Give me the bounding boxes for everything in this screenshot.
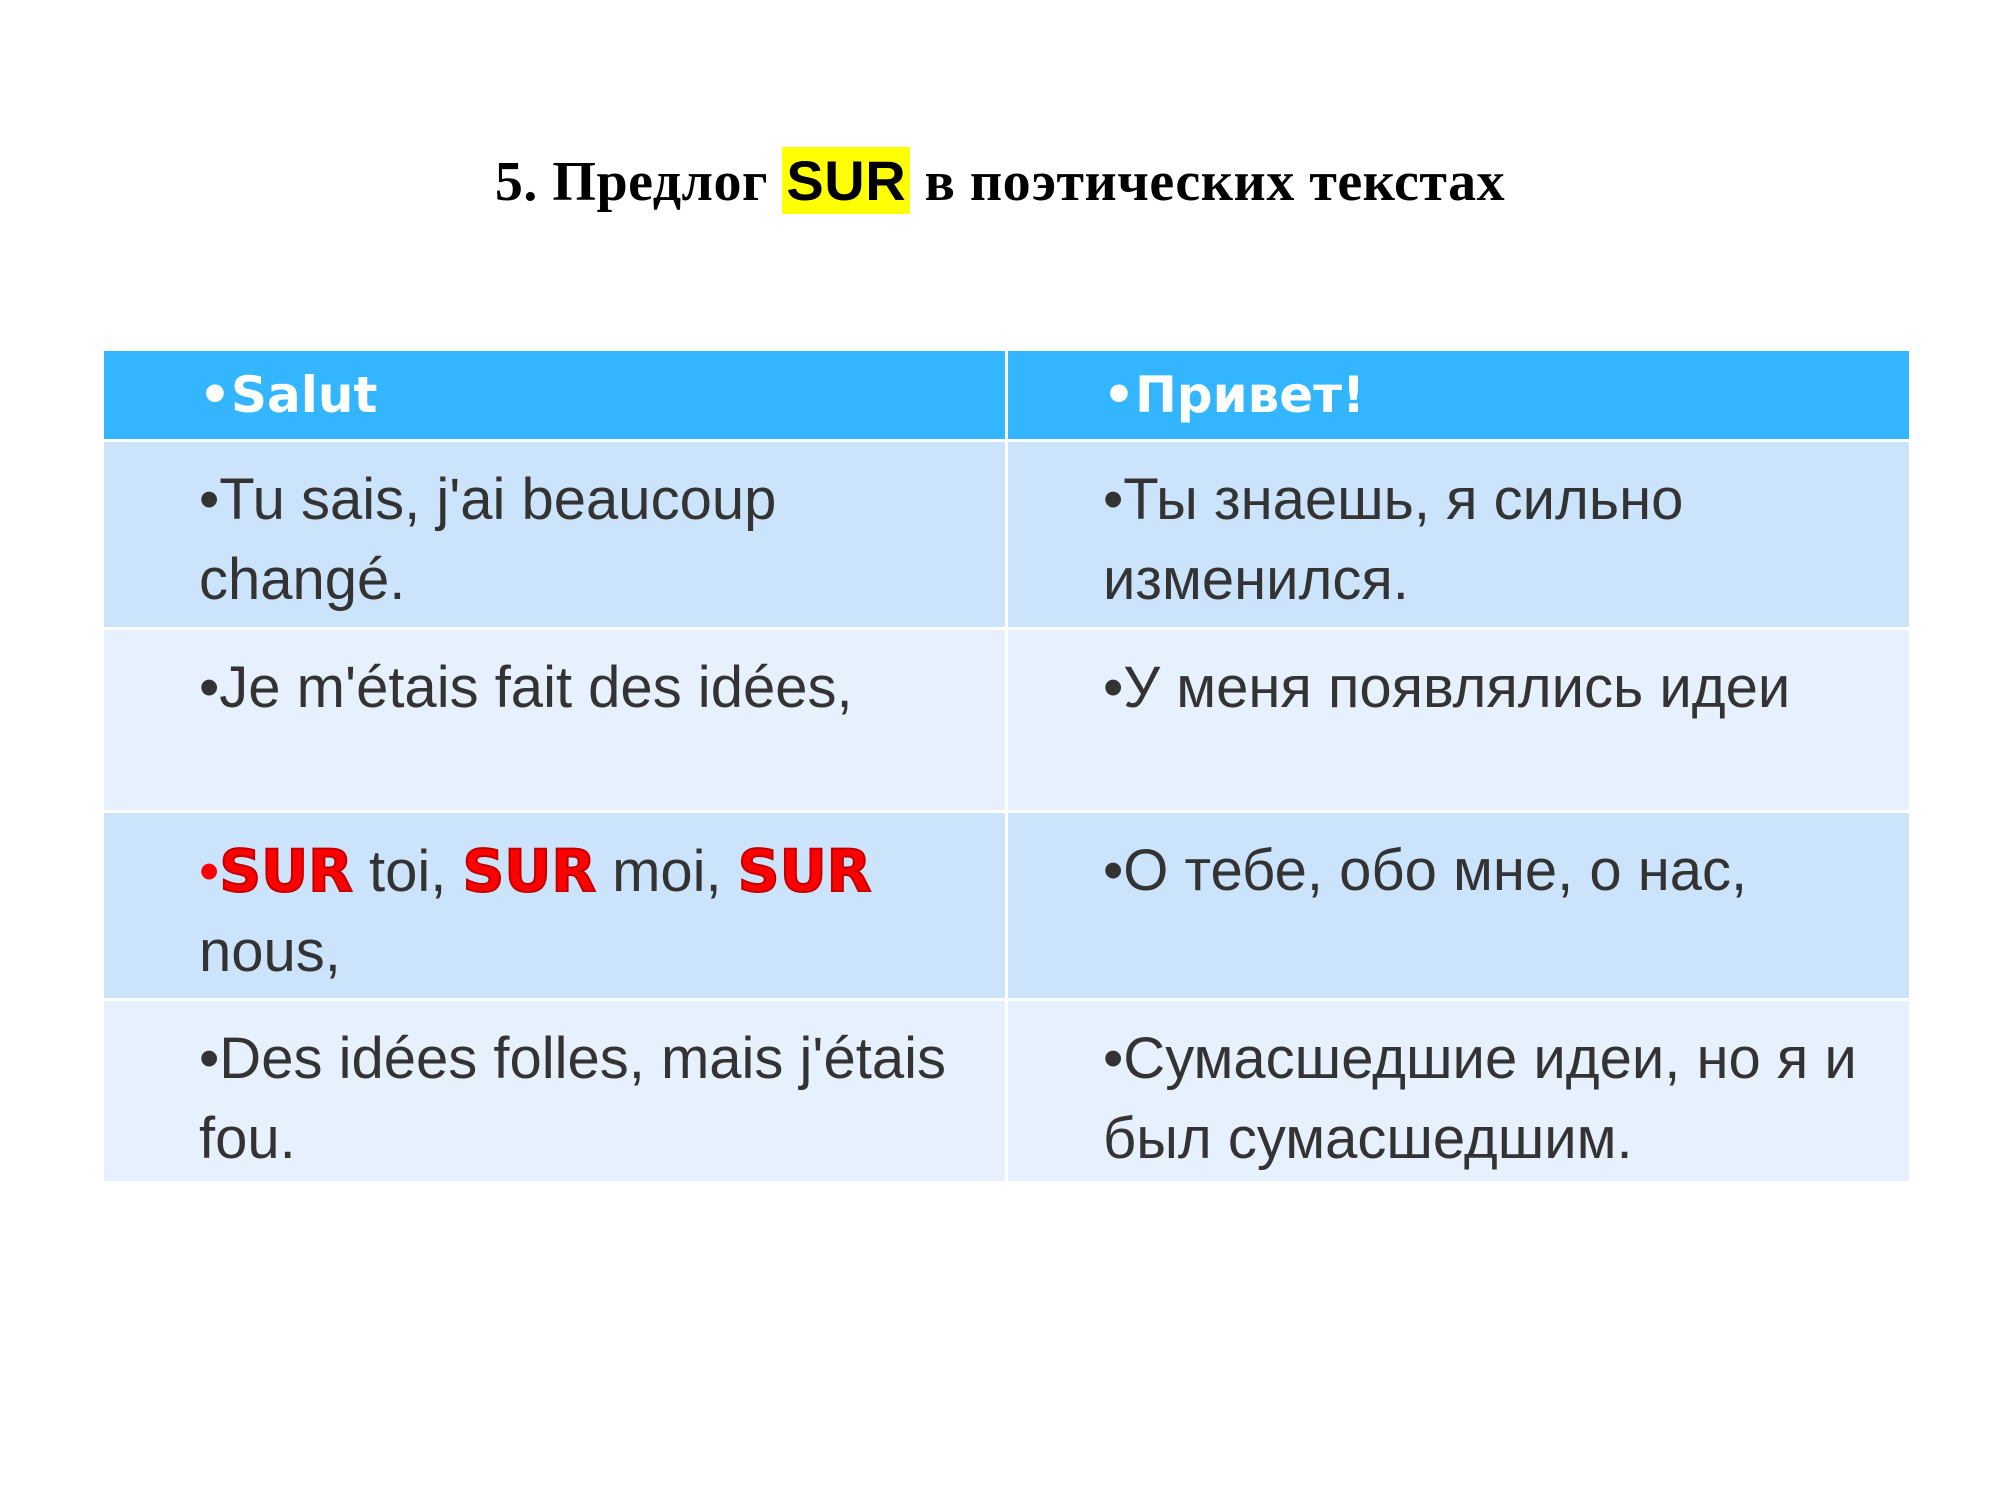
sur-word: SUR: [737, 837, 872, 905]
translation-table: [101, 348, 1912, 1184]
cell-french: [103, 812, 1007, 1000]
header-french-label: •Salut: [199, 366, 378, 424]
russian-line: •Сумасшедшие идеи, но я и был сумасшедшим.: [1103, 1026, 1857, 1171]
header-russian-label: •Привет!: [1103, 366, 1365, 424]
table-row: [103, 1000, 1911, 1183]
french-line: •Je m'étais fait des idées,: [199, 655, 853, 720]
page-title: [0, 148, 2000, 214]
cell-russian: [1007, 441, 1911, 629]
cell-russian: [1007, 1000, 1911, 1183]
cell-russian: [1007, 812, 1911, 1000]
russian-line: •Ты знаешь, я сильно изменился.: [1103, 467, 1684, 612]
table-row: [103, 629, 1911, 812]
text-segment: nous,: [199, 919, 341, 984]
russian-line: •У меня появлялись идеи: [1103, 655, 1791, 720]
table-row: [103, 812, 1911, 1000]
french-line-sur: [104, 813, 1005, 992]
cell-russian: [1007, 629, 1911, 812]
french-line: •Tu sais, j'ai beaucoup changé.: [199, 467, 777, 612]
cell-french: [103, 1000, 1007, 1183]
title-suffix: в поэтических текстах: [910, 151, 1506, 213]
sur-word: SUR: [462, 837, 596, 905]
table-header-row: [103, 350, 1911, 441]
title-prefix: 5. Предлог: [494, 151, 783, 213]
cell-french: [103, 629, 1007, 812]
french-line: •Des idées folles, mais j'étais fou.: [199, 1026, 947, 1171]
cell-french: [103, 441, 1007, 629]
sur-word: SUR: [219, 837, 353, 905]
text-segment: moi,: [595, 839, 738, 904]
title-highlight: SUR: [782, 147, 910, 214]
russian-line: •О тебе, обо мне, о нас,: [1103, 838, 1748, 903]
text-segment: toi,: [352, 839, 463, 904]
header-cell-russian: [1007, 350, 1911, 441]
table-row: [103, 441, 1911, 629]
header-cell-french: [103, 350, 1007, 441]
red-bullet: •: [199, 839, 220, 904]
